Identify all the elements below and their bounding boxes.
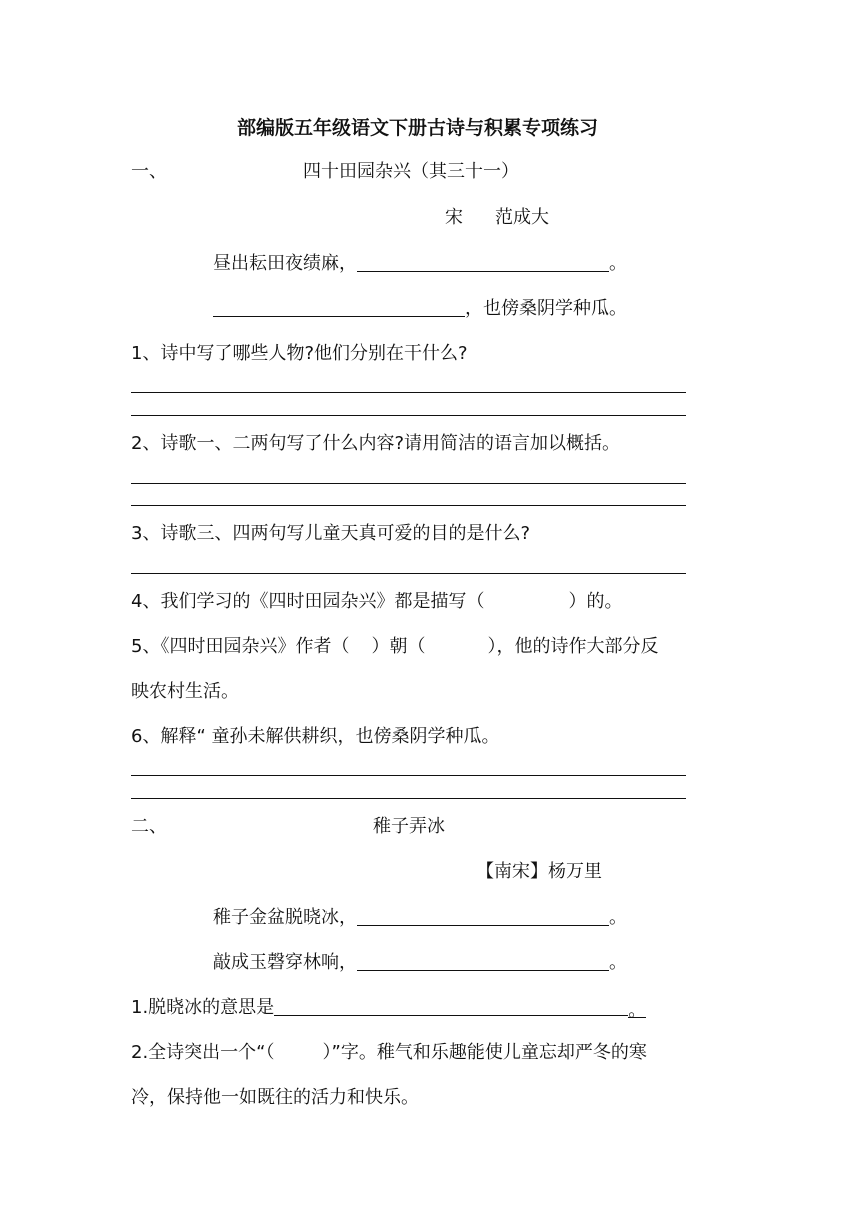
punctuation: 。: [609, 952, 627, 973]
poem-2-question-2-continued: 冷，保持他一如既往的活力和快乐。: [131, 1087, 419, 1108]
question-5-text: 5、《四时田园杂兴》作者（: [131, 636, 350, 657]
section-1-number: 一、: [131, 161, 167, 182]
punctuation: 。: [609, 907, 627, 928]
poem-2-line-1-text: 稚子金盆脱晓冰，: [213, 907, 357, 928]
question-3: 3、诗歌三、四两句写儿童天真可爱的目的是什么?: [131, 523, 531, 544]
poem-2-question-2-mid: ）”字。稚气和乐趣能使儿童忘却严冬的寒: [322, 1042, 647, 1063]
punctuation: 。: [628, 1000, 647, 1021]
answer-line[interactable]: [131, 775, 686, 776]
poem-1-dynasty: 宋: [445, 207, 463, 228]
question-5-mid: ）朝（: [371, 636, 426, 657]
question-5: [131, 635, 658, 659]
fill-blank[interactable]: [357, 952, 609, 971]
answer-line[interactable]: [131, 798, 686, 799]
poem-2-question-2-text: 2.全诗突出一个“（: [131, 1042, 275, 1063]
poem-1-line-2: [213, 297, 627, 321]
poem-1-title: 四十田园杂兴（其三十一）: [303, 161, 519, 182]
question-4: [131, 590, 622, 614]
poem-2-line-1: [213, 906, 627, 930]
question-4-end: ）的。: [568, 591, 623, 612]
poem-1-line-1: [213, 252, 627, 276]
poem-1-line-2-text: ，也傍桑阴学种瓜。: [465, 298, 627, 319]
fill-blank[interactable]: [274, 997, 628, 1016]
poem-1-line-1-text: 昼出耘田夜绩麻，: [213, 253, 357, 274]
poem-2-title: 稚子弄冰: [373, 816, 445, 837]
question-4-text: 4、我们学习的《四时田园杂兴》都是描写（: [131, 591, 485, 612]
fill-blank[interactable]: [213, 298, 465, 317]
poem-2-line-2-text: 敲成玉磬穿林响，: [213, 952, 357, 973]
question-1: 1、诗中写了哪些人物?他们分别在干什么?: [131, 343, 468, 364]
poem-1-author: 范成大: [495, 207, 549, 228]
poem-2-question-2: [131, 1041, 647, 1065]
answer-line[interactable]: [131, 573, 686, 574]
question-5-continued: 映农村生活。: [131, 681, 239, 702]
poem-2-line-2: [213, 951, 627, 975]
answer-line[interactable]: [131, 483, 686, 484]
answer-line[interactable]: [131, 392, 686, 393]
poem-2-question-1: [131, 996, 646, 1020]
poem-2-question-1-text: 1.脱晓冰的意思是: [131, 997, 275, 1018]
answer-line[interactable]: [131, 415, 686, 416]
question-6: 6、解释“ 童孙未解供耕织，也傍桑阴学种瓜。: [131, 726, 500, 747]
fill-blank[interactable]: [357, 253, 609, 272]
question-2: 2、诗歌一、二两句写了什么内容?请用简洁的语言加以概括。: [131, 433, 621, 454]
answer-line[interactable]: [131, 505, 686, 506]
poem-2-author: 【南宋】杨万里: [476, 861, 602, 882]
fill-blank[interactable]: [357, 907, 609, 926]
question-5-end: ），他的诗作大部分反: [487, 636, 659, 657]
punctuation: 。: [609, 253, 627, 274]
page-title: 部编版五年级语文下册古诗与积累专项练习: [237, 117, 599, 139]
section-2-number: 二、: [131, 816, 167, 837]
